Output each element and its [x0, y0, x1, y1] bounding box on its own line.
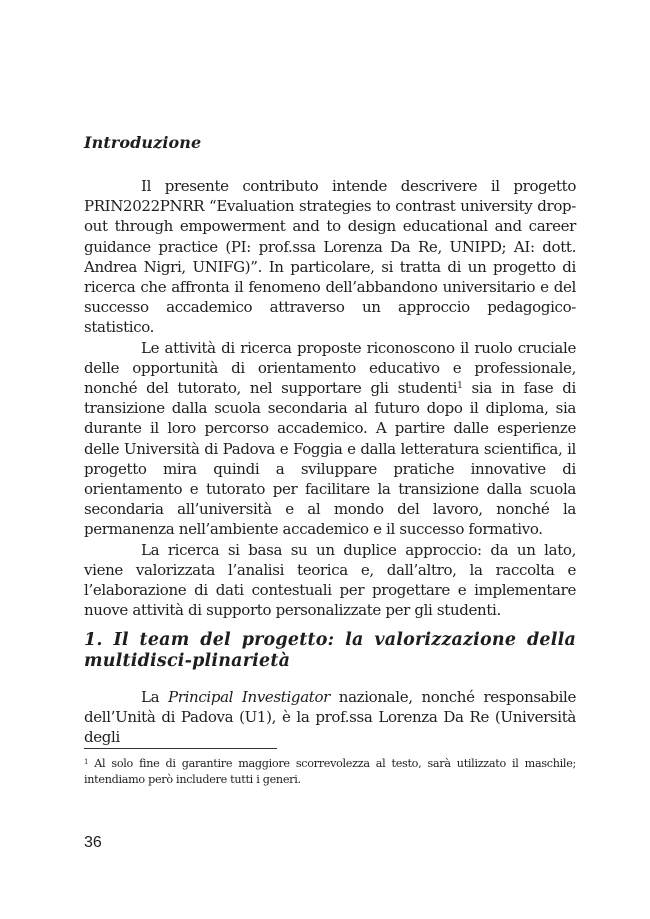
footnote-text: Al solo fine di garantire maggiore scorrevolezza al testo, sarà utilizzato il maschile; intendiamo però includere tutti i generi.: [84, 757, 576, 786]
intro-paragraph-2-continuation: sia in fase di transizione dalla scuola secondaria al futuro dopo il diploma, sia durante il loro percorso accademico. A partire dalle esperienze delle Università di Padova e Foggia e dalla letteratura scientifica, il progetto mira quindi a sviluppare pratiche innovative di orientamento e tutorato per facilitare la transizione dalla scuola secondaria all’università e al mondo del lavoro, nonché la permanenza nell’ambiente accademico e il successo formativo.: [84, 379, 577, 539]
footnote-marker: 1: [84, 758, 89, 766]
footnote-divider: [84, 748, 277, 749]
intro-paragraph-2-text: Le attività di ricerca proposte riconoscono il ruolo cruciale delle opportunità di orientamento educativo e professionale, nonché del tutorato, nel supportare gli studenti: [84, 338, 576, 398]
intro-body: [84, 176, 576, 620]
section-1-p1-italic: Principal Investigator: [168, 688, 330, 706]
section-1-p1-after: nazionale, nonché responsabile dell’Unità di Padova (U1), è la prof.ssa Lorenza Da Re (Università degli: [84, 688, 576, 747]
section-1-paragraph-1: [84, 687, 576, 748]
intro-heading: Introduzione: [84, 133, 202, 152]
page-number: 36: [84, 834, 102, 851]
intro-paragraph-3: La ricerca si basa su un duplice approccio: da un lato, viene valorizzata l’analisi teorica e, dall’altro, la raccolta e l’elaborazione di dati contestuali per progettare e implementare nuove attività di supporto personalizzate per gli studenti.: [84, 540, 576, 620]
section-1-p1-before: La: [141, 688, 169, 706]
section-1-body: [84, 687, 576, 748]
section-1: [84, 630, 576, 672]
footnote-reference[interactable]: 1: [457, 381, 463, 392]
section-1-title: 1. Il team del progetto: la valorizzazione della multidisci-plinarietà: [84, 630, 576, 671]
footnote: [84, 756, 576, 788]
intro-paragraph-2: [84, 338, 576, 540]
intro-section: [84, 133, 576, 153]
intro-paragraph-1: Il presente contributo intende descrivere il progetto PRIN2022PNRR “Evaluation strategies to contrast university drop-out through empowerment and to design educational and career guidance practice (PI: prof.ssa Lorenza Da Re, UNIPD; AI: dott. Andrea Nigri, UNIFG)”. In particolare, si tratta di un progetto di ricerca che affronta il fenomeno dell’abbandono universitario e del successo accademico attraverso un approccio pedagogico-statistico.: [84, 177, 576, 337]
